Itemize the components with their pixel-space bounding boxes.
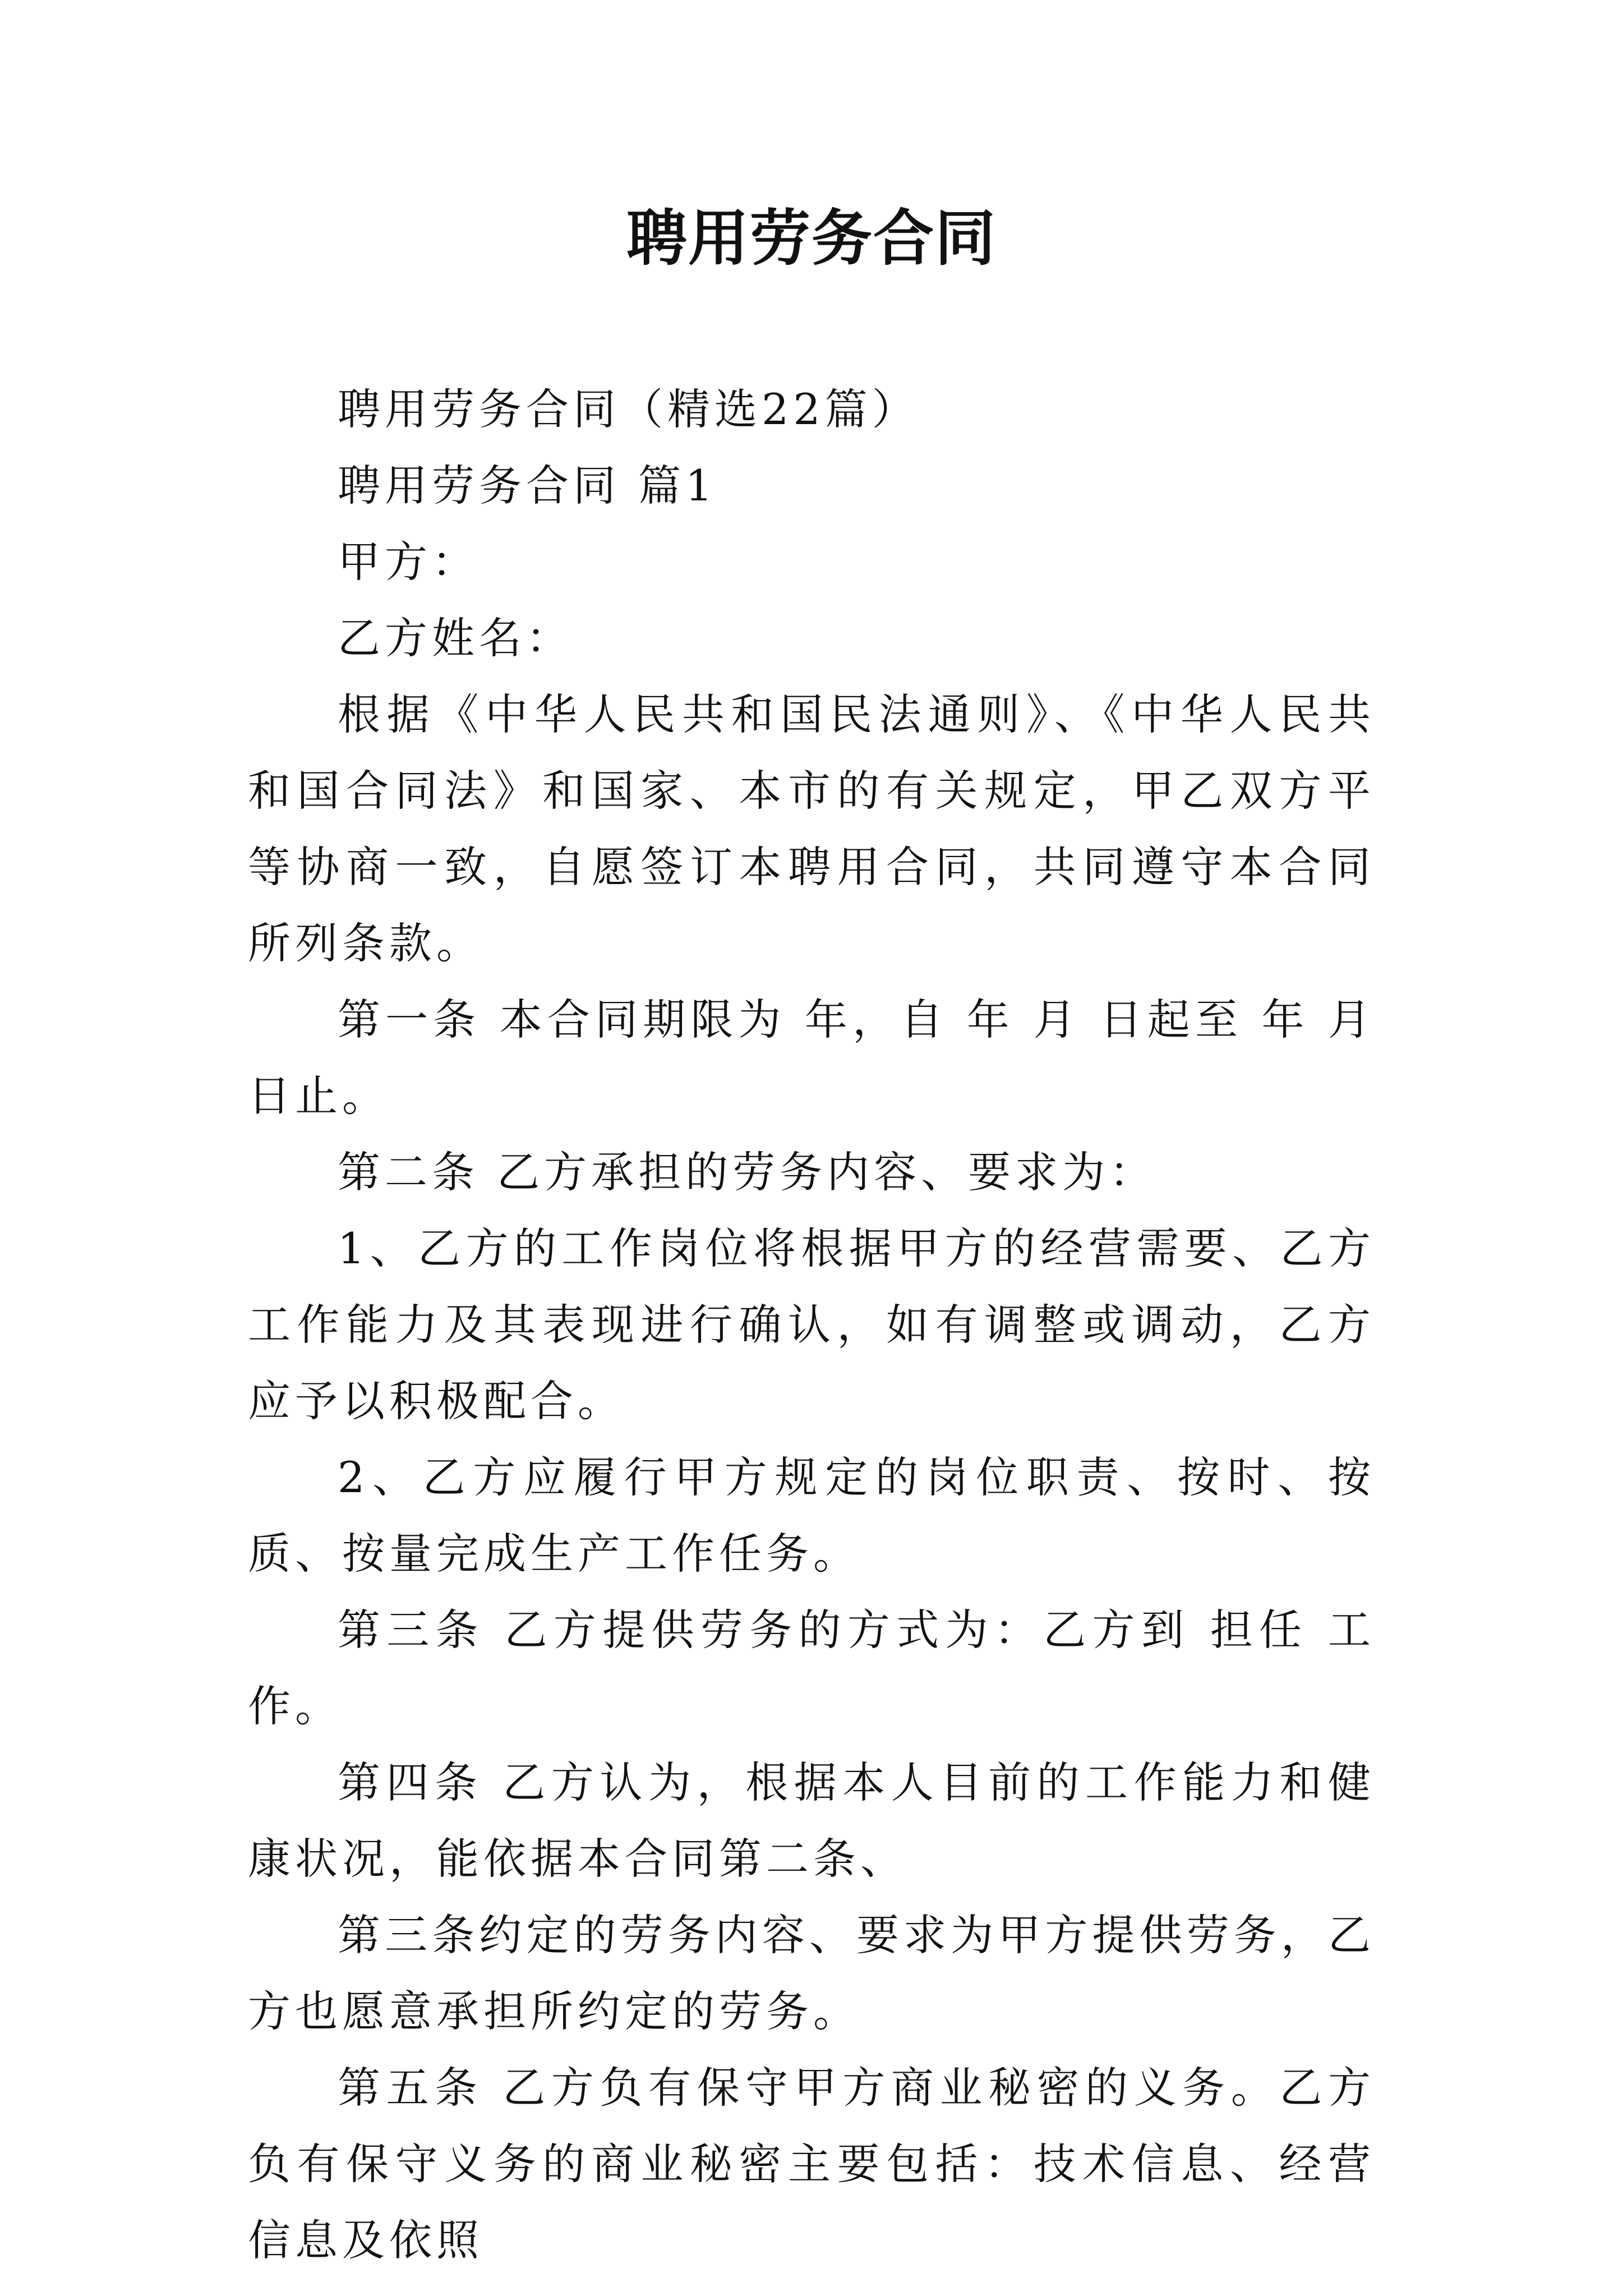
paragraph-section-heading: 聘用劳务合同 篇1 [338,461,717,510]
paragraph-article-2-item-1: 1、乙方的工作岗位将根据甲方的经营需要、乙方工作能力及其表现进行确认，如有调整或调动，乙方应予以积极配合。 [248,1223,1375,1426]
paragraph-article-3: 第三条 乙方提供劳务的方式为：乙方到 担任 工作。 [248,1605,1375,1731]
document-body [248,371,1375,2279]
paragraph-preamble: 根据《中华人民共和国民法通则》、《中华人民共和国合同法》和国家、本市的有关规定，甲乙双方平等协商一致，自愿签订本聘用合同，共同遵守本合同所列条款。 [248,689,1375,968]
paragraph-article-2: 第二条 乙方承担的劳务内容、要求为： [338,1147,1157,1197]
paragraph-subtitle: 聘用劳务合同（精选22篇） [338,384,919,434]
paragraph-article-1: 第一条 本合同期限为 年，自 年 月 日起至 年 月 日止。 [248,995,1375,1121]
paragraph-article-4-continued: 第三条约定的劳务内容、要求为甲方提供劳务，乙方也愿意承担所约定的劳务。 [248,1910,1375,2036]
paragraph-article-4: 第四条 乙方认为，根据本人目前的工作能力和健康状况，能依据本合同第二条、 [248,1757,1375,1884]
document-title: 聘用劳务合同 [626,203,997,274]
paragraph-party-a: 甲方： [338,537,479,587]
paragraph-party-b: 乙方姓名： [338,613,573,663]
paragraph-article-2-item-2: 2、乙方应履行甲方规定的岗位职责、按时、按质、按量完成生产工作任务。 [248,1452,1375,1579]
paragraph-article-5: 第五条 乙方负有保守甲方商业秘密的义务。乙方负有保守义务的商业秘密主要包括：技术信息、经营信息及依照 [248,2063,1375,2265]
